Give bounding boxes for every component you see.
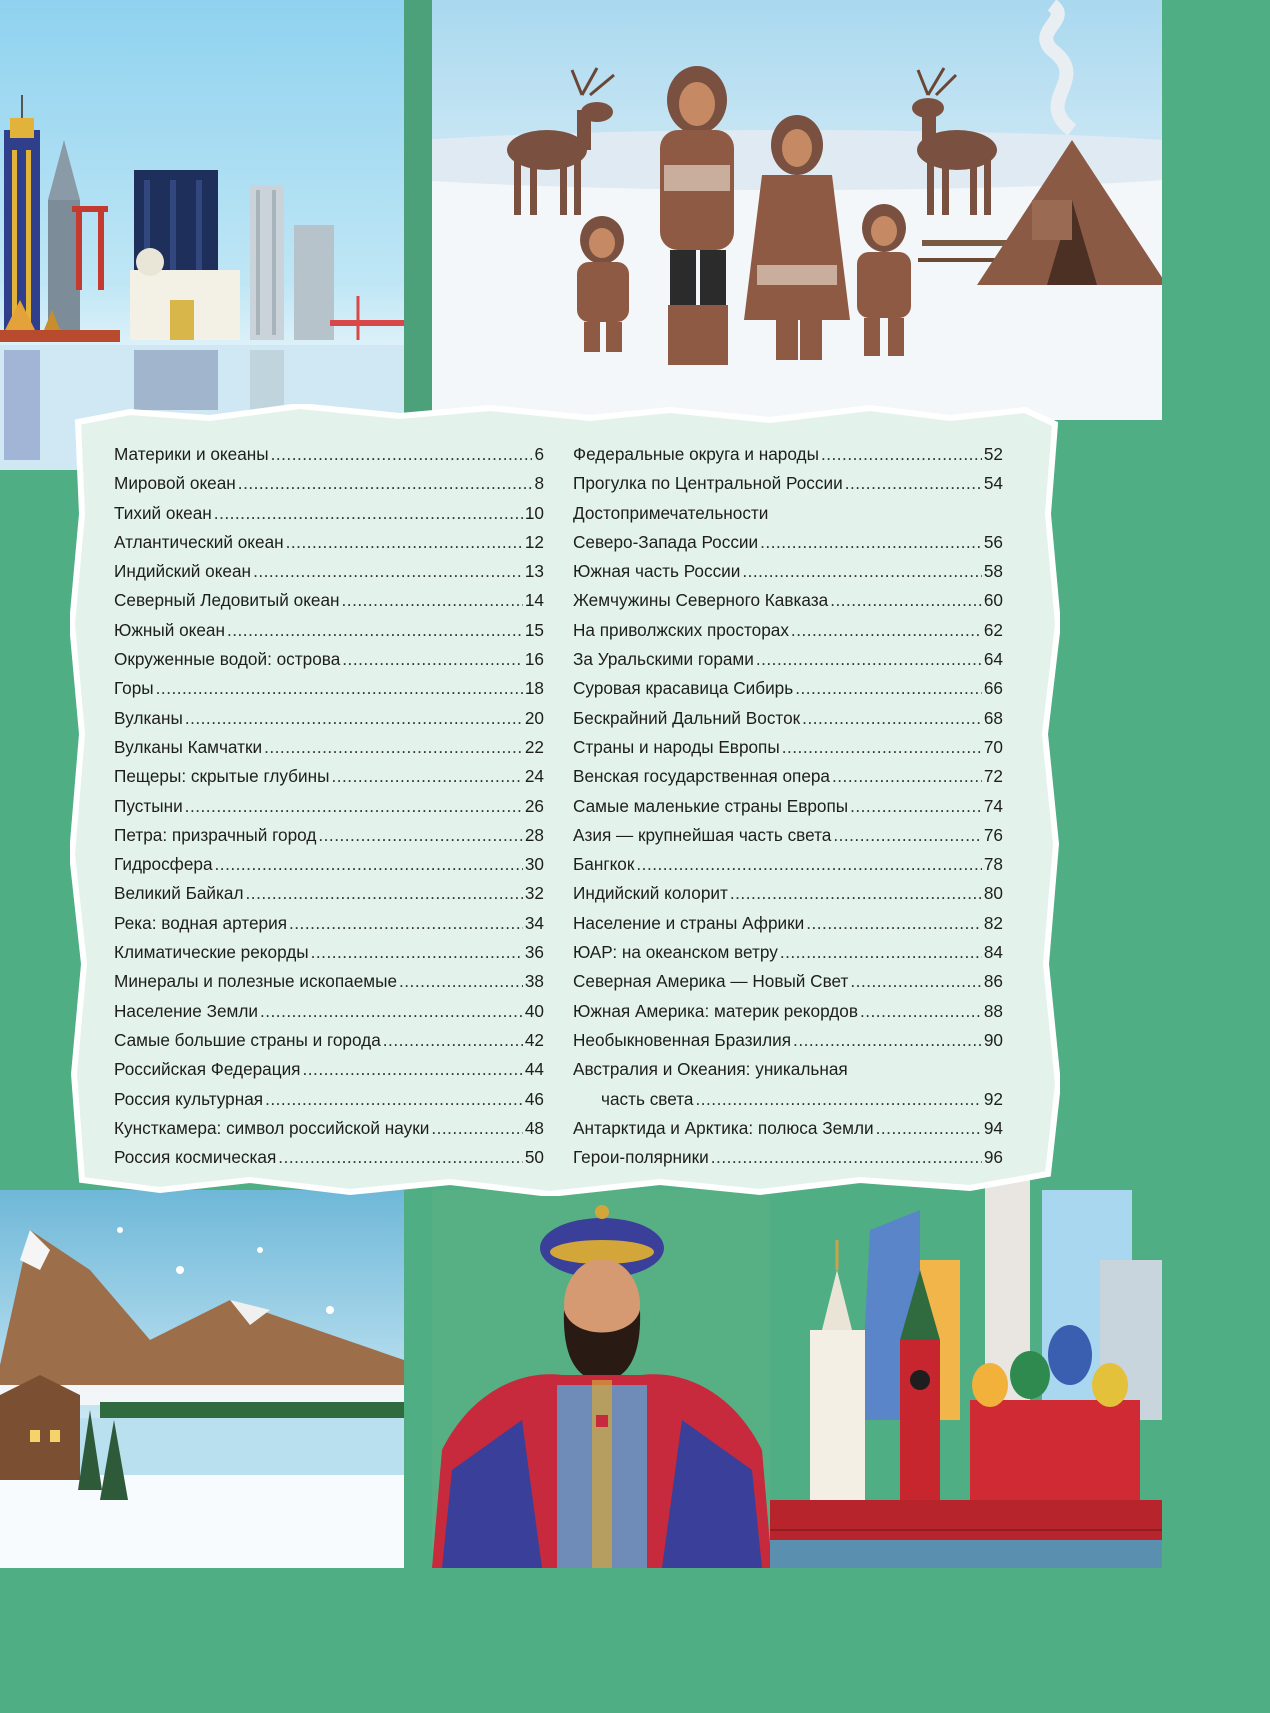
toc-entry[interactable]: За Уральскими горами ..... 64 <box>573 645 1003 674</box>
toc-entry[interactable]: Необыкновенная Бразилия ..... 90 <box>573 1026 1003 1055</box>
green-divider-strip <box>404 0 432 420</box>
toc-entry[interactable]: Материки и океаны ..... 6 <box>114 440 544 469</box>
toc-entry[interactable]: Пустыни ..... 26 <box>114 792 544 821</box>
snowy-mountain-lake-illustration <box>0 1190 404 1568</box>
toc-entry[interactable]: Россия космическая ..... 50 <box>114 1143 544 1172</box>
city-skyline-art <box>0 0 404 470</box>
toc-entry[interactable]: Вулканы ..... 20 <box>114 704 544 733</box>
toc-entry[interactable]: Климатические рекорды ..... 36 <box>114 938 544 967</box>
toc-entry[interactable]: Население Земли ..... 40 <box>114 997 544 1026</box>
tundra-family-reindeer-illustration <box>432 0 1162 420</box>
toc-entry[interactable]: ЮАР: на океанском ветру ..... 84 <box>573 938 1003 967</box>
toc-entry[interactable]: Гидросфера ..... 30 <box>114 850 544 879</box>
toc-entry[interactable]: Индийский колорит ..... 80 <box>573 879 1003 908</box>
city-skyline-illustration <box>0 0 404 470</box>
toc-entry[interactable]: Атлантический океан ..... 12 <box>114 528 544 557</box>
toc-entry[interactable]: Самые маленькие страны Европы ..... 74 <box>573 792 1003 821</box>
toc-entry[interactable]: Северная Америка — Новый Свет ..... 86 <box>573 967 1003 996</box>
tundra-art <box>432 0 1162 420</box>
toc-entry[interactable]: Окруженные водой: острова ..... 16 <box>114 645 544 674</box>
toc-entry[interactable]: Северный Ледовитый океан ..... 14 <box>114 586 544 615</box>
table-of-contents <box>70 404 1060 1196</box>
toc-right-column <box>573 440 1003 1172</box>
toc-entry[interactable]: Россия культурная ..... 46 <box>114 1085 544 1114</box>
toc-entry-first-line[interactable]: Австралия и Океания: уникальная <box>573 1059 848 1080</box>
toc-entry[interactable]: Пещеры: скрытые глубины ..... 24 <box>114 762 544 791</box>
toc-entry[interactable]: Федеральные округа и народы ..... 52 <box>573 440 1003 469</box>
toc-entry[interactable]: Самые большие страны и города ..... 42 <box>114 1026 544 1055</box>
toc-entry[interactable]: Страны и народы Европы ..... 70 <box>573 733 1003 762</box>
mountain-art <box>0 1190 404 1568</box>
moscow-art <box>770 1170 1162 1568</box>
toc-entry[interactable]: Южная часть России ..... 58 <box>573 557 1003 586</box>
toc-entry[interactable]: Бескрайний Дальний Восток ..... 68 <box>573 704 1003 733</box>
toc-entry[interactable]: Мировой океан ..... 8 <box>114 469 544 498</box>
toc-entry[interactable]: Суровая красавица Сибирь ..... 66 <box>573 674 1003 703</box>
toc-entry[interactable]: Кунсткамера: символ российской науки ..... 48 <box>114 1114 544 1143</box>
toc-entry-first-line[interactable]: Достопримечательности <box>573 502 769 523</box>
explorer-art <box>432 1190 772 1568</box>
toc-entry[interactable]: Южная Америка: материк рекордов ..... 88 <box>573 997 1003 1026</box>
toc-entry[interactable]: часть света ..... 92 <box>573 1085 1003 1114</box>
toc-entry[interactable]: Антарктида и Арктика: полюса Земли ..... 94 <box>573 1114 1003 1143</box>
toc-entry[interactable]: Азия — крупнейшая часть света ..... 76 <box>573 821 1003 850</box>
toc-entry[interactable]: Жемчужины Северного Кавказа ..... 60 <box>573 586 1003 615</box>
toc-entry[interactable]: Вулканы Камчатки ..... 22 <box>114 733 544 762</box>
toc-entry[interactable]: Северо-Запада России ..... 56 <box>573 528 1003 557</box>
toc-entry[interactable]: Индийский океан ..... 13 <box>114 557 544 586</box>
toc-entry[interactable]: Река: водная артерия ..... 34 <box>114 909 544 938</box>
toc-entry[interactable]: Население и страны Африки ..... 82 <box>573 909 1003 938</box>
toc-entry[interactable]: Петра: призрачный город ..... 28 <box>114 821 544 850</box>
toc-entry[interactable]: Российская Федерация ..... 44 <box>114 1055 544 1084</box>
explorer-portrait-illustration <box>432 1190 772 1568</box>
toc-entry[interactable]: Великий Байкал ..... 32 <box>114 879 544 908</box>
moscow-kremlin-skyline-illustration <box>770 1170 1162 1568</box>
toc-entry[interactable]: Горы ..... 18 <box>114 674 544 703</box>
toc-entry[interactable]: Прогулка по Центральной России ..... 54 <box>573 469 1003 498</box>
toc-entry[interactable]: Венская государственная опера ..... 72 <box>573 762 1003 791</box>
toc-entry[interactable]: Тихий океан ..... 10 <box>114 499 544 528</box>
toc-entry[interactable]: На приволжских просторах ..... 62 <box>573 616 1003 645</box>
toc-entry[interactable]: Минералы и полезные ископаемые ..... 38 <box>114 967 544 996</box>
toc-entry[interactable]: Южный океан ..... 15 <box>114 616 544 645</box>
toc-entry[interactable]: Бангкок ..... 78 <box>573 850 1003 879</box>
toc-left-column <box>114 440 544 1172</box>
toc-entry[interactable]: Герои-полярники ..... 96 <box>573 1143 1003 1172</box>
